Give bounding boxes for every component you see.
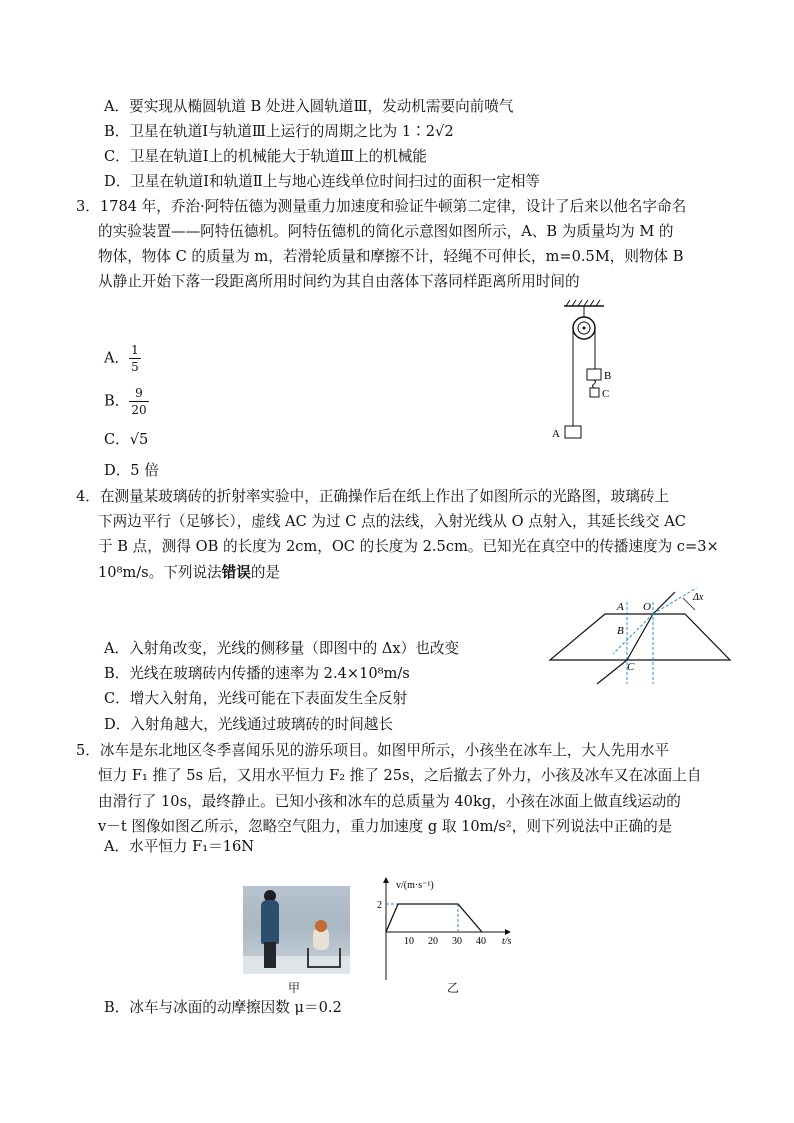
q4-option-a: A．入射角改变，光线的侧移量（即图中的 Δx）也改变 [104,640,460,657]
glass-brick-diagram [545,588,735,688]
fraction-numerator: 9 [129,385,148,402]
emergent-ray [597,660,627,684]
q3-stem-line-2: 的实验装置——阿特伍德机。阿特伍德机的简化示意图如图所示，A、B 为质量均为 M 的 [98,223,674,240]
y-tick-label: 2 [377,900,382,911]
q2-option-d: D．卫星在轨道Ⅰ和轨道Ⅱ上与地心连线单位时间扫过的面积一定相等 [104,173,541,190]
q3-option-a-fraction [129,342,141,375]
q5-stem-line-1: 5．冰车是东北地区冬季喜闻乐见的游乐项目。如图甲所示，小孩坐在冰车上，大人先用水平 [76,742,670,759]
q3-option-c: C．√5 [104,431,149,448]
q4-stem-line-4 [98,563,280,583]
q4-stem-line-3: 于 B 点，测得 OB 的长度为 2cm，OC 的长度为 2.5cm。已知光在真空中的传播速度为 c=3× [98,538,719,555]
series-line [386,904,482,932]
fraction-numerator: 1 [131,343,139,357]
q3-option-a [104,342,141,375]
q2-option-a: A．要实现从椭圆轨道 B 处进入圆轨道Ⅲ，发动机需要向前喷气 [104,98,514,115]
fraction-denominator: 5 [131,360,139,374]
q4-option-d: D．入射角越大，光线通过玻璃砖的时间越长 [104,716,393,733]
block-b [587,369,601,380]
label-o: O [643,601,651,613]
x-tick-label: 20 [428,936,438,947]
q3-option-d: D．5 倍 [104,462,159,479]
ice-sled-photo [243,886,350,974]
x-tick-label: 40 [476,936,486,947]
y-axis-label: v/(m·s⁻¹) [396,880,434,891]
q3-stem-line-1: 3．1784 年，乔治·阿特伍德为测量重力加速度和验证牛顿第二定律，设计了后来以他名字命名 [76,198,687,215]
q3-option-b-label: B． [104,392,130,410]
block-a [565,426,581,438]
q4-option-b: B．光线在玻璃砖内传播的速率为 2.4×10⁸m/s [104,665,410,682]
q5-stem-line-4: v－t 图像如图乙所示，忽略空气阻力，重力加速度 g 取 10m/s²，则下列说法中正确的是 [98,818,673,835]
q5-option-a: A．水平恒力 F₁＝16N [104,838,255,855]
refracted-ray [627,614,653,660]
x-tick-label: 10 [404,936,414,947]
velocity-time-chart [372,872,522,990]
q4-stem-text-end: 的是 [250,564,281,581]
label-dx: Δx [693,592,704,603]
q4-stem-line-2: 下两边平行（足够长），虚线 AC 为过 C 点的法线，入射光线从 O 点射入，其延长线交 AC [98,513,686,530]
q2-option-b: B．卫星在轨道Ⅰ与轨道Ⅲ上运行的周期之比为 1∶2√2 [104,123,454,140]
atwood-machine-diagram [540,296,630,446]
q3-stem-line-4: 从静止开始下落一段距离所用时间约为其自由落体下落同样距离所用时间的 [98,273,580,290]
q4-stem-text: 10⁸m/s。下列说法 [98,564,222,581]
label-b: B [604,370,612,382]
q5-stem-line-3: 由滑行了 10s，最终静止。已知小孩和冰车的总质量为 40kg，小孩在冰面上做直线运动的 [98,793,681,810]
label-a: A [552,428,560,440]
q5-option-b: B．冰车与冰面的动摩擦因数 μ＝0.2 [104,999,342,1016]
q3-option-b-fraction [129,385,148,418]
block-c [590,388,599,397]
x-axis-label: t/s [502,936,512,947]
caption-yi: 乙 [447,981,460,995]
q4-emphasis: 错误 [221,564,251,581]
q4-option-c: C．增大入射角，光线可能在下表面发生全反射 [104,690,408,707]
q3-option-a-label: A． [104,349,130,367]
label-c: C [602,388,610,400]
q3-option-b [104,385,149,418]
label-b: B [617,625,624,637]
label-c: C [627,661,635,673]
q5-stem-line-2: 恒力 F₁ 推了 5s 后，又用水平恒力 F₂ 推了 25s，之后撤去了外力，小孩及冰车又在冰面上自 [98,767,702,784]
caption-jia: 甲 [288,981,301,995]
x-tick-label: 30 [452,936,462,947]
label-a: A [617,601,624,613]
q4-stem-line-1: 4．在测量某玻璃砖的折射率实验中，正确操作后在纸上作出了如图所示的光路图，玻璃砖上 [76,488,670,505]
q2-option-c: C．卫星在轨道Ⅰ上的机械能大于轨道Ⅲ上的机械能 [104,148,427,165]
q3-stem-line-3: 物体，物体 C 的质量为 m，若滑轮质量和摩擦不计，轻绳不可伸长，m=0.5M，则物体 B [98,248,684,265]
fraction-denominator: 20 [131,403,147,417]
